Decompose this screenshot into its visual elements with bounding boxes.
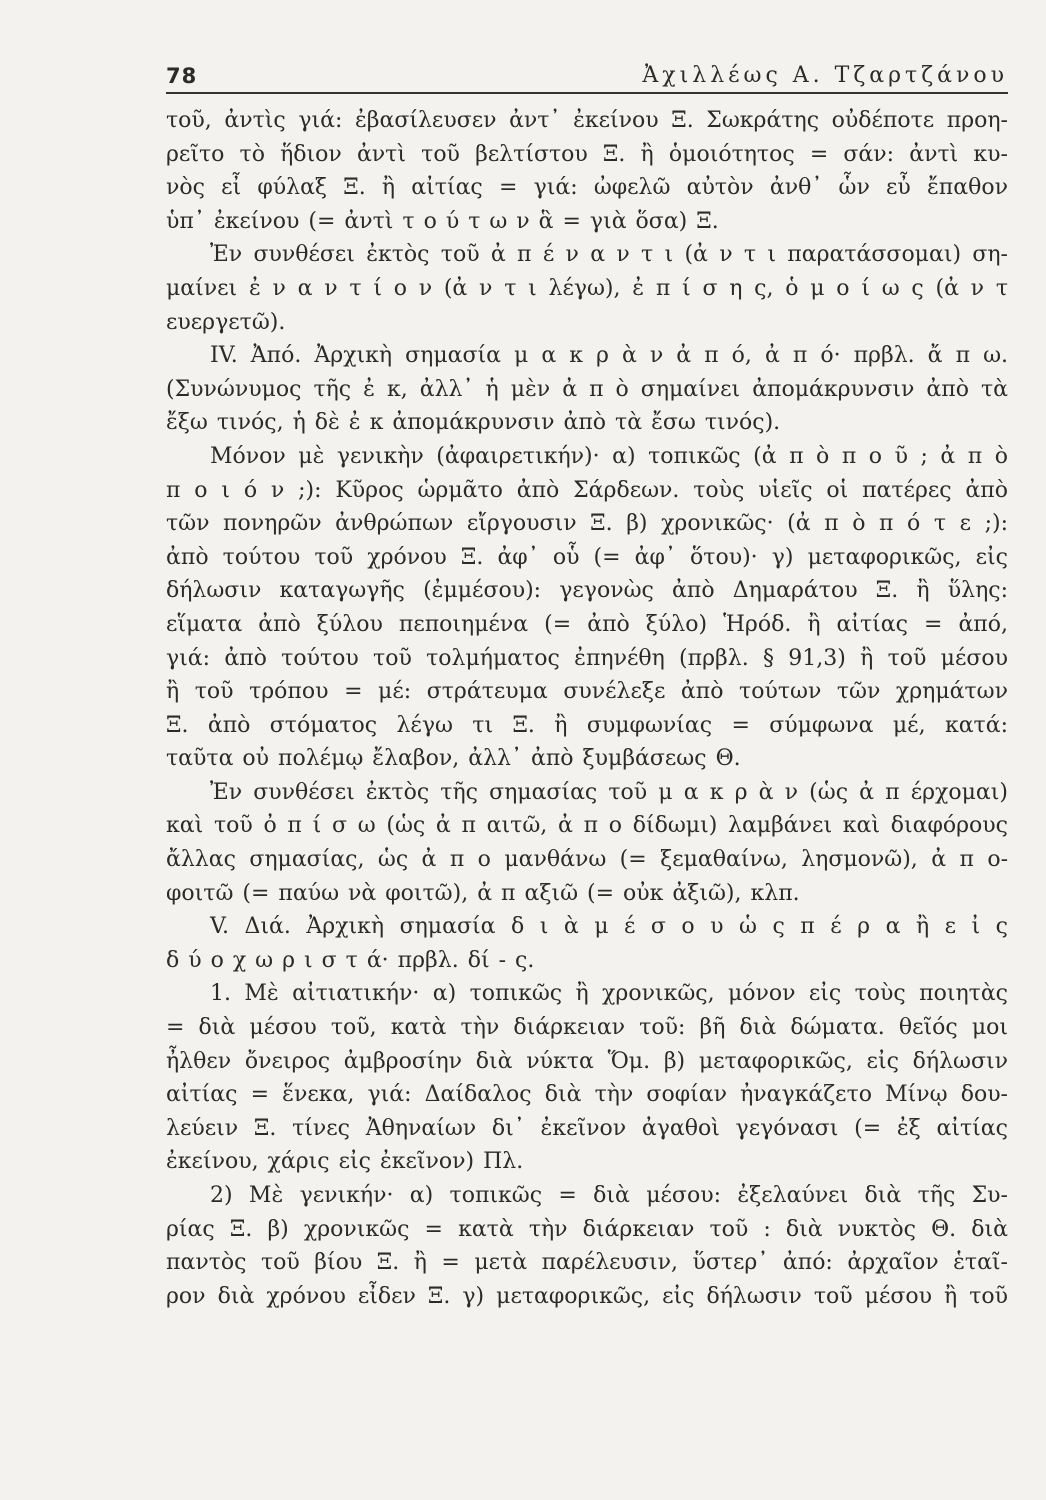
text-line: ἐκείνου, χάρις εἰς ἐκεῖνον) Πλ. bbox=[166, 1149, 524, 1175]
text-line: ρίας Ξ. β) χρονικῶς = κατὰ τὴν διάρκειαν τοῦ : διὰ νυκτὸς Θ. διὰ bbox=[166, 1216, 1008, 1242]
page-body bbox=[166, 104, 1008, 1313]
text-line: ρεῖτο τὸ ἥδιον ἀντὶ τοῦ βελτίστου Ξ. ἢ ὁμοιότητος = σάν: ἀντὶ κυ- bbox=[166, 141, 1008, 167]
text-line: ἦλθεν ὄνειρος ἀμβροσίην διὰ νύκτα Ὅμ. β) μεταφορικῶς, εἰς δήλωσιν bbox=[166, 1048, 1008, 1074]
text-line: Ἐν συνθέσει ἐκτὸς τῆς σημασίας τοῦ μ α κ ρ ὰ ν (ὡς ἀ π έρχομαι) bbox=[210, 779, 1008, 805]
text-line: Μόνον μὲ γενικὴν (ἀφαιρετικήν)· α) τοπικῶς (ἀ π ὸ π ο ῦ ; ἀ π ὸ bbox=[210, 443, 1008, 469]
text-line: μαίνει ἐ ν α ν τ ί ο ν (ἀ ν τ ι λέγω), ἐ π ί σ η ς, ὁ μ ο ί ω ς (ἀ ν τ ευεργετῶ). bbox=[166, 275, 1008, 335]
text-line: παντὸς τοῦ βίου Ξ. ἢ = μετὰ παρέλευσιν, ὕστερ᾽ ἀπό: ἀρχαῖον ἑταῖ- bbox=[166, 1250, 1008, 1276]
text-line: Ξ. ἀπὸ στόματος λέγω τι Ξ. ἢ συμφωνίας = σύμφωνα μέ, κατά: bbox=[166, 712, 1008, 738]
text-line: δήλωσιν καταγωγῆς (ἐμμέσου): γεγονὼς ἀπὸ Δημαράτου Ξ. ἢ ὕλης: bbox=[166, 578, 1008, 604]
text-line: δ ύ ο χ ω ρ ι σ τ ά· πρβλ. δί - ς. bbox=[166, 947, 535, 973]
text-line: ἢ τοῦ τρόπου = μέ: στράτευμα συνέλεξε ἀπὸ τούτων τῶν χρημάτων bbox=[166, 679, 1008, 705]
text-line: π ο ι ό ν ;): Κῦρος ὡρμᾶτο ἀπὸ Σάρδεων. τοὺς υἱεῖς οἱ πατέρες ἀπὸ bbox=[166, 477, 1008, 503]
text-line: 2) Μὲ γενικήν· α) τοπικῶς = διὰ μέσου: ἐξελαύνει διὰ τῆς Συ- bbox=[210, 1183, 1008, 1208]
text-line: γιά: ἀπὸ τούτου τοῦ τολμήματος ἐπηνέθη (πρβλ. § 91,3) ἢ τοῦ μέσου bbox=[166, 645, 1008, 671]
text-line: = διὰ μέσου τοῦ, κατὰ τὴν διάρκειαν τοῦ: βῆ διὰ δώματα. θεῖός μοι bbox=[166, 1015, 1008, 1041]
text-line: φοιτῶ (= παύω νὰ φοιτῶ), ἀ π αξιῶ (= οὐκ ἀξιῶ), κλπ. bbox=[166, 880, 800, 906]
text-line: αἰτίας = ἕνεκα, γιά: Δαίδαλος διὰ τὴν σοφίαν ἠναγκάζετο Μίνῳ δου- bbox=[166, 1082, 1008, 1108]
text-line: (Συνώνυμος τῆς ἐ κ, ἀλλ᾽ ἡ μὲν ἀ π ὸ σημαίνει ἀπομάκρυνσιν ἀπὸ τὰ bbox=[166, 376, 1008, 402]
text-line: ὑπ᾽ ἐκείνου (= ἀντὶ τ ο ύ τ ω ν ἃ = γιὰ ὅσα) Ξ. bbox=[166, 208, 719, 234]
page-header bbox=[166, 58, 1008, 94]
text-line: ρον διὰ χρόνου εἶδεν Ξ. γ) μεταφορικῶς, εἰς δήλωσιν τοῦ μέσου ἢ τοῦ bbox=[166, 1283, 1008, 1309]
text-line: εἵματα ἀπὸ ξύλου πεποιημένα (= ἀπὸ ξύλο) Ἡρόδ. ἢ αἰτίας = ἀπό, bbox=[166, 611, 1008, 637]
text-line: τῶν πονηρῶν ἀνθρώπων εἴργουσιν Ξ. β) χρονικῶς· (ἀ π ὸ π ό τ ε ;): bbox=[166, 511, 1008, 537]
text-line: Ἐν συνθέσει ἐκτὸς τοῦ ἀ π έ ν α ν τ ι (ἀ ν τ ι παρατάσσομαι) ση- bbox=[210, 242, 1008, 268]
text-line: ταῦτα οὐ πολέμῳ ἔλαβον, ἀλλ᾽ ἀπὸ ξυμβάσεως Θ. bbox=[166, 746, 741, 772]
text-line: νὸς εἶ φύλαξ Ξ. ἢ αἰτίας = γιά: ὠφελῶ αὐτὸν ἀνθ᾽ ὧν εὖ ἔπαθον bbox=[166, 175, 1008, 201]
text-line: λεύειν Ξ. τίνες Ἀθηναίων δι᾽ ἐκεῖνον ἀγαθοὶ γεγόνασι (= ἐξ αἰτίας bbox=[166, 1115, 1008, 1141]
text-line: ἄλλας σημασίας, ὡς ἀ π ο μανθάνω (= ξεμαθαίνω, λησμονῶ), ἀ π ο- bbox=[166, 847, 1008, 873]
text-line: τοῦ, ἀντὶς γιά: ἐβασίλευσεν ἀντ᾽ ἐκείνου Ξ. Σωκράτης οὐδέποτε προη- bbox=[166, 108, 1008, 133]
text-line: καὶ τοῦ ὀ π ί σ ω (ὡς ἀ π αιτῶ, ἀ π ο δίδωμι) λαμβάνει καὶ διαφόρους bbox=[166, 813, 1008, 839]
text-line: ἔξω τινός, ἡ δὲ ἐ κ ἀπομάκρυνσιν ἀπὸ τὰ ἔσω τινός). bbox=[166, 410, 781, 436]
text-line: 1. Μὲ αἰτιατικήν· α) τοπικῶς ἢ χρονικῶς, μόνον εἰς τοὺς ποιητὰς bbox=[210, 981, 1008, 1007]
text-line: V. Διά. Ἀρχικὴ σημασία δ ι ὰ μ έ σ ο υ ὡ ς π έ ρ α ἢ ε ἰ ς bbox=[210, 914, 1008, 940]
running-title: Ἀχιλλέως Α. Τζαρτζάνου bbox=[642, 63, 1008, 88]
page-number: 78 bbox=[166, 64, 198, 88]
text-line: ἀπὸ τούτου τοῦ χρόνου Ξ. ἀφ᾽ οὗ (= ἀφ᾽ ὅτου)· γ) μεταφορικῶς, εἰς bbox=[166, 544, 1008, 570]
text-line: IV. Ἀπό. Ἀρχικὴ σημασία μ α κ ρ ὰ ν ἀ π ό, ἀ π ό· πρβλ. ἄ π ω. bbox=[210, 343, 1008, 369]
